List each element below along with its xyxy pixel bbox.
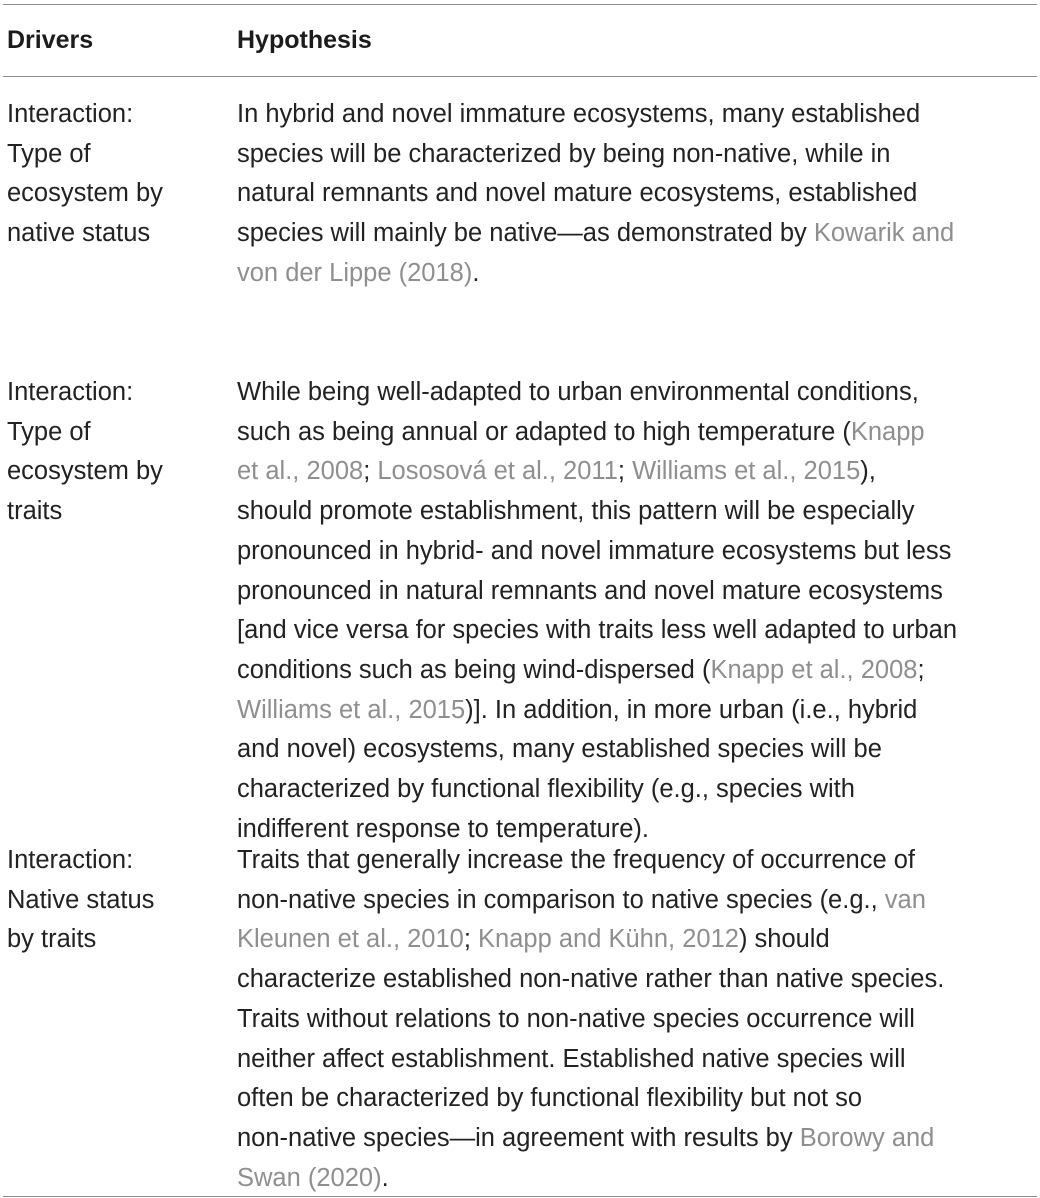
hypothesis-text: species will mainly be native—as demonstrated by (237, 219, 814, 248)
driver-line: native status (7, 219, 151, 248)
hypothesis-text: often be characterized by functional flexibility but not so (237, 1084, 863, 1113)
hypothesis-text: ) should (738, 925, 830, 954)
table-row (0, 77, 1040, 359)
hypothesis-line (237, 691, 1038, 731)
hypothesis-line (237, 611, 1038, 651)
hypothesis-text: In hybrid and novel immature ecosystems, many established (237, 100, 921, 128)
driver-line: Interaction: (7, 100, 134, 128)
hypothesis-line (237, 1159, 1038, 1198)
hypothesis-text: . (381, 1163, 389, 1192)
hypothesis-text: pronounced in natural remnants and novel mature ecosystems (237, 576, 943, 605)
citation-link[interactable]: Knapp (850, 417, 925, 446)
hypothesis-text: non-native species in comparison to native species (e.g., (237, 885, 885, 914)
hypothesis-line (237, 960, 1038, 1000)
driver-line: Type of (7, 139, 91, 168)
hypothesis-line (237, 730, 1038, 770)
hypothesis-text: species will be characterized by being non-native, while in (237, 139, 891, 168)
driver-line: Type of (7, 417, 91, 446)
hypothesis-text: non-native species—in agreement with results by (237, 1123, 800, 1152)
hypothesis-text: While being well-adapted to urban environmental conditions, (237, 378, 919, 406)
hypothesis-line (237, 1000, 1038, 1040)
hypothesis-text: [and vice versa for species with traits less well adapted to urban (237, 616, 958, 645)
driver-line: Native status (7, 885, 155, 914)
hypothesis-line (237, 95, 1038, 135)
hypothesis-text: Traits without relations to non-native species occurrence will (237, 1004, 915, 1033)
hypothesis-line (237, 1040, 1038, 1080)
hypothesis-line (237, 770, 1038, 810)
hypothesis-text: conditions such as being wind-dispersed ( (237, 655, 711, 684)
driver-cell (0, 373, 230, 532)
hypothesis-line (237, 452, 1038, 492)
hypothesis-text: pronounced in hybrid- and novel immature ecosystems but less (237, 536, 952, 565)
citation-link[interactable]: Williams et al., 2015 (632, 457, 861, 486)
hypothesis-line (237, 841, 1038, 881)
header-hypothesis: Hypothesis (237, 26, 372, 54)
citation-link[interactable]: Williams et al., 2015 (237, 695, 466, 724)
citation-link[interactable]: von der Lippe (2018) (237, 258, 473, 287)
hypothesis-text: such as being annual or adapted to high temperature ( (237, 417, 851, 446)
driver-line: ecosystem by (7, 179, 163, 208)
citation-link[interactable]: van (884, 885, 926, 914)
hypothesis-line (237, 920, 1038, 960)
hypothesis-text: neither affect establishment. Established native species will (237, 1044, 906, 1073)
hypothesis-line (237, 254, 1038, 294)
table-row (0, 359, 1040, 843)
hypothesis-cell (230, 373, 1038, 849)
hypothesis-line (237, 214, 1038, 254)
hypothesis-text: ; (463, 925, 479, 954)
hypothesis-cell (230, 841, 1038, 1198)
driver-line: Interaction: (7, 846, 134, 874)
citation-link[interactable]: Lososová et al., 2011 (377, 457, 618, 486)
hypothesis-table (0, 4, 1040, 1197)
driver-cell (0, 841, 230, 960)
hypothesis-text: natural remnants and novel mature ecosystems, established (237, 179, 918, 208)
hypothesis-text: and novel) ecosystems, many established species will be (237, 735, 882, 764)
hypothesis-text: indifferent response to temperature). (237, 814, 650, 843)
hypothesis-text: ; (617, 457, 633, 486)
hypothesis-line (237, 135, 1038, 175)
hypothesis-line (237, 1079, 1038, 1119)
table-header (0, 5, 1040, 76)
table-row (0, 839, 1040, 1196)
driver-line: traits (7, 497, 63, 526)
hypothesis-line (237, 174, 1038, 214)
header-drivers: Drivers (7, 26, 94, 54)
hypothesis-cell (230, 95, 1038, 294)
hypothesis-text: ; (917, 655, 925, 684)
hypothesis-text: characterized by functional flexibility (e.g., species with (237, 775, 855, 804)
citation-link[interactable]: Swan (2020) (237, 1163, 382, 1192)
hypothesis-line (237, 572, 1038, 612)
hypothesis-line (237, 1119, 1038, 1159)
driver-line: Interaction: (7, 378, 134, 406)
hypothesis-text: )]. In addition, in more urban (i.e., hybrid (465, 695, 918, 724)
hypothesis-line (237, 492, 1038, 532)
citation-link[interactable]: et al., 2008 (237, 457, 364, 486)
hypothesis-text: . (472, 258, 480, 287)
citation-link[interactable]: Knapp and Kühn, 2012 (478, 925, 739, 954)
hypothesis-text: Traits that generally increase the frequency of occurrence of (237, 846, 915, 874)
hypothesis-line (237, 373, 1038, 413)
hypothesis-text: ), (860, 457, 876, 486)
hypothesis-line (237, 413, 1038, 453)
driver-cell (0, 95, 230, 254)
citation-link[interactable]: Kleunen et al., 2010 (237, 925, 464, 954)
citation-link[interactable]: Kowarik and (813, 219, 955, 248)
hypothesis-line (237, 881, 1038, 921)
citation-link[interactable]: Borowy and (799, 1123, 935, 1152)
driver-line: by traits (7, 925, 97, 954)
hypothesis-text: ; (363, 457, 378, 486)
hypothesis-text: characterize established non-native rather than native species. (237, 965, 945, 994)
hypothesis-line (237, 651, 1038, 691)
hypothesis-line (237, 532, 1038, 572)
citation-link[interactable]: Knapp et al., 2008 (710, 655, 918, 684)
driver-line: ecosystem by (7, 457, 163, 486)
hypothesis-text: should promote establishment, this pattern will be especially (237, 497, 915, 526)
